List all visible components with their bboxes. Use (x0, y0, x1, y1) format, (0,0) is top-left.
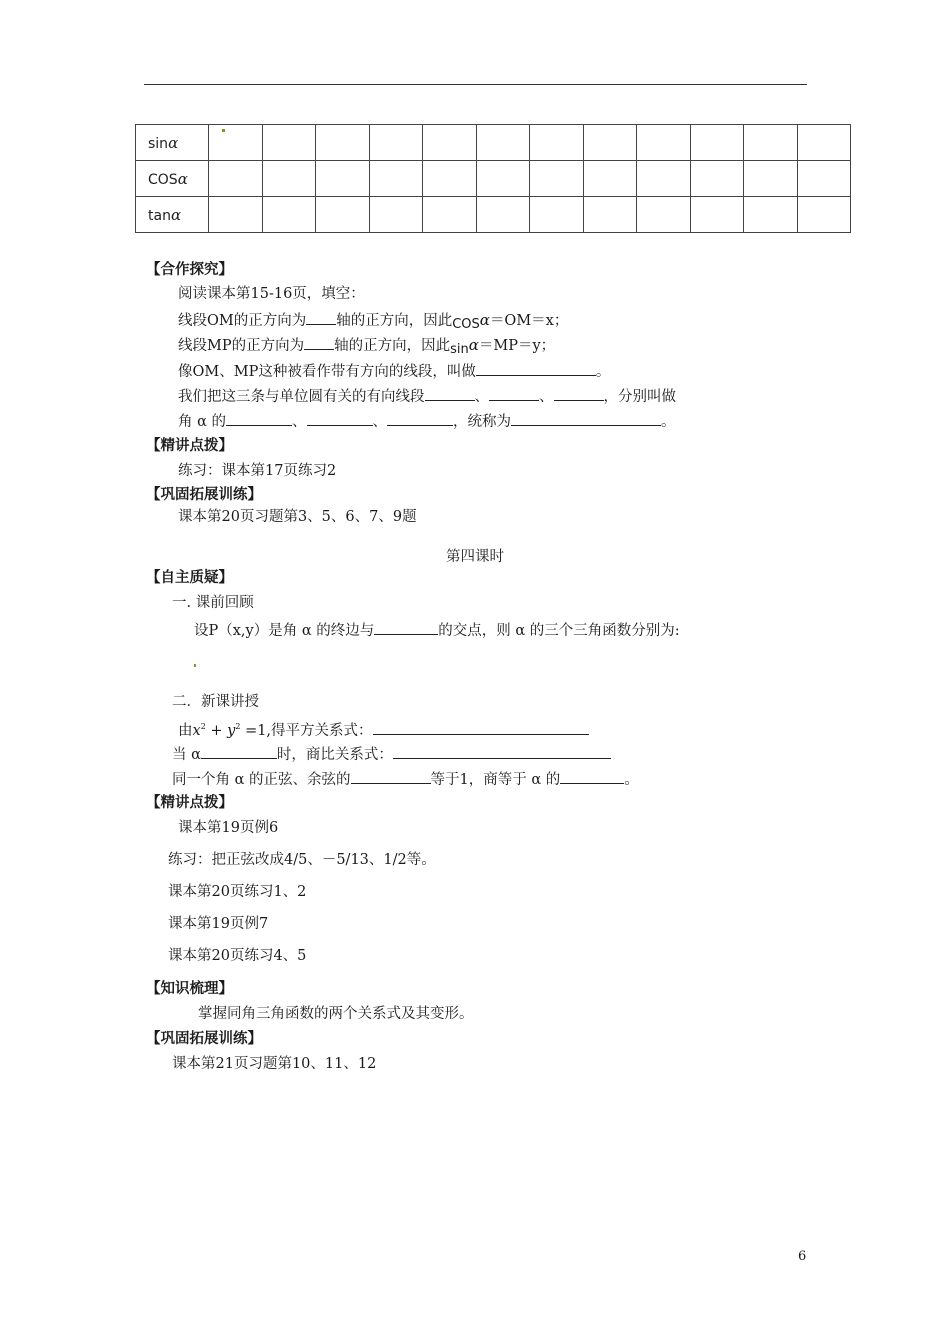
table-cell (690, 161, 744, 197)
header-rule (144, 84, 807, 85)
blank (393, 743, 611, 759)
blank (351, 768, 431, 784)
blank (307, 410, 373, 426)
example-7-line: 课本第19页例7 (168, 916, 269, 932)
table-cell (316, 161, 370, 197)
scan-speck (194, 664, 196, 667)
heading-jingjiang-2: 【精讲点拨】 (146, 795, 233, 811)
table-cell (423, 197, 477, 233)
table-cell (637, 125, 691, 161)
exercise-4-5-line: 课本第20页练习4、5 (168, 948, 307, 964)
blank (226, 410, 292, 426)
directed-segment-sentence: 像OM、MP这种被看作带有方向的线段，叫做 。 (178, 360, 610, 382)
blank (489, 385, 539, 401)
reading-instruction: 阅读课本第15-16页，填空： (178, 286, 365, 302)
table-row-sin (136, 125, 851, 161)
table-cell (690, 125, 744, 161)
heading-hezuo: 【合作探究】 (146, 262, 233, 278)
table-cell (744, 197, 798, 233)
lesson-title: 第四课时 (446, 549, 504, 565)
heading-jingjiang: 【精讲点拨】 (146, 438, 233, 454)
blank (374, 619, 438, 635)
table-cell (797, 125, 851, 161)
table-cell (530, 125, 584, 161)
table-cell (316, 125, 370, 161)
table-cell (583, 125, 637, 161)
point-p-sentence: 设P（x,y）是角 α 的终边与 的交点，则 α 的三个三角函数分别为: (194, 619, 680, 641)
table-cell (530, 161, 584, 197)
table-cell (262, 125, 316, 161)
blank (373, 719, 589, 735)
blank (387, 410, 453, 426)
table-cell (476, 161, 530, 197)
homework-line: 课本第20页习题第3、5、6、7、9题 (178, 509, 417, 525)
practice-change-line: 练习：把正弦改成4/5、－5/13、1/2等。 (168, 852, 436, 868)
blank (554, 385, 604, 401)
table-cell (476, 125, 530, 161)
blank (201, 743, 277, 759)
knowledge-summary: 掌握同角三角函数的两个关系式及其变形。 (198, 1006, 474, 1022)
table-cell (476, 197, 530, 233)
row-label-sin: sinα (136, 125, 209, 161)
quotient-relation-sentence: 当 α 时，商比关系式： (172, 743, 611, 765)
table-cell (637, 161, 691, 197)
heading-zhishi: 【知识梳理】 (146, 981, 233, 997)
row-label-cos: COSα (136, 161, 209, 197)
table-cell (316, 197, 370, 233)
table-cell (530, 197, 584, 233)
om-sentence: 线段OM的正方向为 轴的正方向，因此COSα＝OM＝x； (178, 311, 569, 332)
review-heading: 一. 课前回顾 (172, 595, 254, 611)
heading-gonggu-2: 【巩固拓展训练】 (146, 1031, 262, 1047)
table-cell (369, 197, 423, 233)
page-number: 6 (798, 1249, 807, 1264)
mp-sentence: 线段MP的正方向为 轴的正方向，因此sinα＝MP＝y； (178, 336, 556, 357)
heading-gonggu: 【巩固拓展训练】 (146, 487, 262, 503)
row-label-tan: tanα (136, 197, 209, 233)
table-cell (209, 125, 263, 161)
heading-zizhu: 【自主质疑】 (146, 570, 233, 586)
practice-line: 练习：课本第17页练习2 (178, 463, 337, 479)
table-cell (209, 161, 263, 197)
table-cell (744, 125, 798, 161)
table-cell (369, 161, 423, 197)
table-cell (423, 125, 477, 161)
table-cell (690, 197, 744, 233)
table-cell (262, 197, 316, 233)
table-cell (369, 125, 423, 161)
exercise-1-2-line: 课本第20页练习1、2 (168, 884, 307, 900)
homework-line-2: 课本第21页习题第10、11、12 (172, 1056, 377, 1072)
new-lesson-heading: 二．新课讲授 (172, 694, 259, 710)
table-cell (583, 161, 637, 197)
blank (511, 410, 661, 426)
table-cell (797, 161, 851, 197)
table-cell (797, 197, 851, 233)
scan-speck (222, 129, 225, 132)
table-cell (262, 161, 316, 197)
angle-names-sentence: 角 α 的 、 、 ，统称为 。 (178, 410, 676, 432)
blank (306, 309, 336, 325)
blank (304, 334, 334, 350)
table-cell (209, 197, 263, 233)
table-cell (583, 197, 637, 233)
blank (476, 360, 596, 376)
table-row-cos (136, 161, 851, 197)
example-6-line: 课本第19页例6 (178, 820, 279, 836)
table-cell (423, 161, 477, 197)
trig-value-table (135, 124, 851, 233)
three-segments-sentence: 我们把这三条与单位圆有关的有向线段 、 、 ，分别叫做 (178, 385, 676, 407)
same-angle-sentence: 同一个角 α 的正弦、余弦的 等于1，商等于 α 的 。 (172, 768, 639, 790)
square-relation-sentence: 由$x^2 + y^2 =1$,得平方关系式： (178, 717, 589, 741)
table-cell (744, 161, 798, 197)
table-row-tan (136, 197, 851, 233)
table-cell (637, 197, 691, 233)
blank (425, 385, 475, 401)
blank (560, 768, 624, 784)
